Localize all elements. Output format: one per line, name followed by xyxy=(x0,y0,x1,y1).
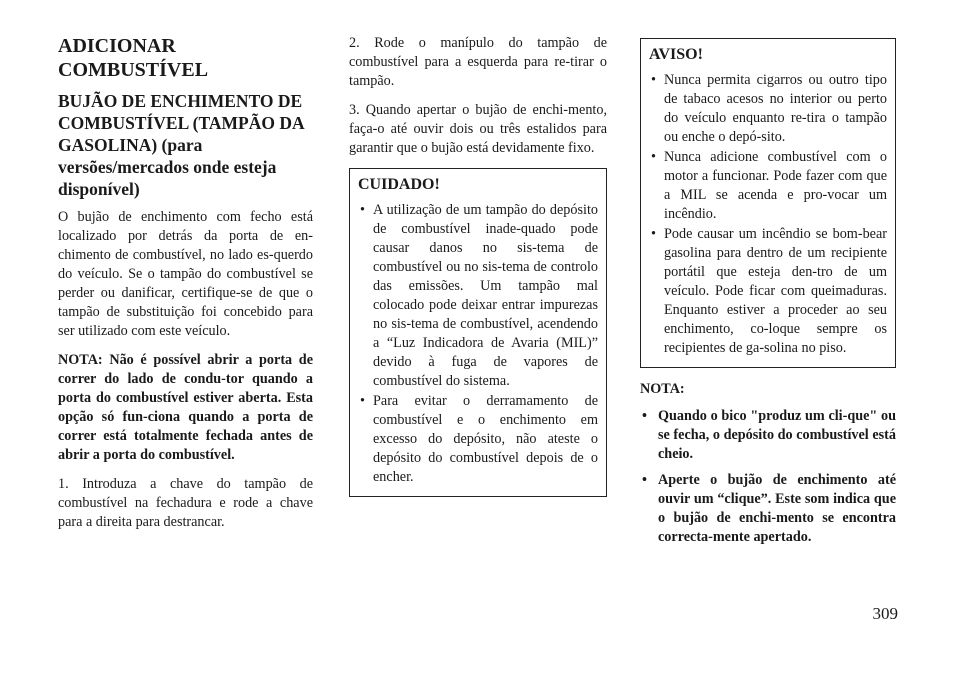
warning-list xyxy=(649,71,887,358)
note-item-text: Quando o bico "produz um cli-que" ou se fecha, o depósito do combustível está cheio. xyxy=(658,408,896,462)
warning-title: AVISO! xyxy=(649,46,703,63)
warning-box xyxy=(640,38,896,368)
note-item xyxy=(640,471,896,547)
note-item-text: Aperte o bujão de enchimento até ouvir um “clique”. Este som indica que o bujão de enchi-mento se encontra correcta-mente apertado. xyxy=(658,472,896,545)
column-right xyxy=(640,34,896,554)
section-title: ADICIONAR COMBUSTÍVEL xyxy=(58,35,209,81)
caution-list xyxy=(358,201,598,487)
caution-item-text: A utilização de um tampão do depósito de combustível inade-quado pode causar danos no sis-tema de combustível ou no sis-tema de controlo das emissões. Um tampão mal colocado pode deixar entrar impurezas no sis-tema de combustível, acendendo a “Luz Indicadora de Avaria (MIL)” devido à fuga de vapores de combustível do sistema. xyxy=(373,202,598,389)
step-1: 1. Introduza a chave do tampão de combustível na fechadura e rode a chave para a direita para destrancar. xyxy=(58,476,313,530)
bullet-icon: • xyxy=(360,393,365,409)
column-middle xyxy=(349,34,607,509)
step-2: 2. Rode o manípulo do tampão de combustível para a esquerda para re-tirar o tampão. xyxy=(349,35,607,89)
warning-item xyxy=(649,71,887,147)
bullet-icon: • xyxy=(360,202,365,218)
bullet-icon: • xyxy=(651,149,656,165)
note-label: NOTA: xyxy=(640,381,685,397)
caution-item-text: Para evitar o derramamento de combustível e o enchimento em excesso do depósito, não ateste o depósito do combustível depois de o encher. xyxy=(373,393,598,485)
warning-item xyxy=(649,225,887,358)
note-list xyxy=(640,407,896,547)
note-paragraph: NOTA: Não é possível abrir a porta de correr do lado de condu-tor quando a porta do combustível estiver aberta. Esta opção só fun-ciona quando a porta de correr está totalmente fechada antes de abrir a porta do combustível. xyxy=(58,352,313,463)
column-left xyxy=(58,34,313,542)
warning-item-text: Nunca adicione combustível com o motor a funcionar. Pode fazer com que a MIL se acenda e pro-vocar um incêndio. xyxy=(664,149,887,222)
note-item xyxy=(640,407,896,464)
caution-item xyxy=(358,201,598,391)
warning-item-text: Nunca permita cigarros ou outro tipo de tabaco acesos no interior ou perto do veículo enquanto re-tira o tampão ou enche o depó-sito. xyxy=(664,72,887,145)
warning-item-text: Pode causar um incêndio se bom-bear gasolina para dentro de um recipiente portátil que esteja den-tro de um veículo. Pode ficar com queimaduras. Enquanto estiver a proceder ao seu enchimento, co-loque sempre os recipientes de ga-solina no piso. xyxy=(664,226,887,356)
page-number: 309 xyxy=(872,604,898,623)
caution-title: CUIDADO! xyxy=(358,176,440,193)
step-3: 3. Quando apertar o bujão de enchi-mento, faça-o até ouvir dois ou três estalidos para garantir que o bujão está devidamente fixo. xyxy=(349,102,607,156)
bullet-icon: • xyxy=(651,72,656,88)
bullet-icon: • xyxy=(642,472,647,488)
section-subtitle: BUJÃO DE ENCHIMENTO DE COMBUSTÍVEL (TAMPÃO DA GASOLINA) (para versões/mercados onde esteja disponível) xyxy=(58,91,304,199)
warning-item xyxy=(649,148,887,224)
intro-paragraph: O bujão de enchimento com fecho está localizado por detrás da porta de en-chimento de combustível, no lado es-querdo do veículo. Se o tampão do combustível se perder ou danificar, certifique-se de que o tampão de substituição foi concebido para ser utilizado com este veículo. xyxy=(58,209,313,339)
bullet-icon: • xyxy=(651,226,656,242)
caution-item xyxy=(358,392,598,487)
caution-box xyxy=(349,168,607,497)
bullet-icon: • xyxy=(642,408,647,424)
